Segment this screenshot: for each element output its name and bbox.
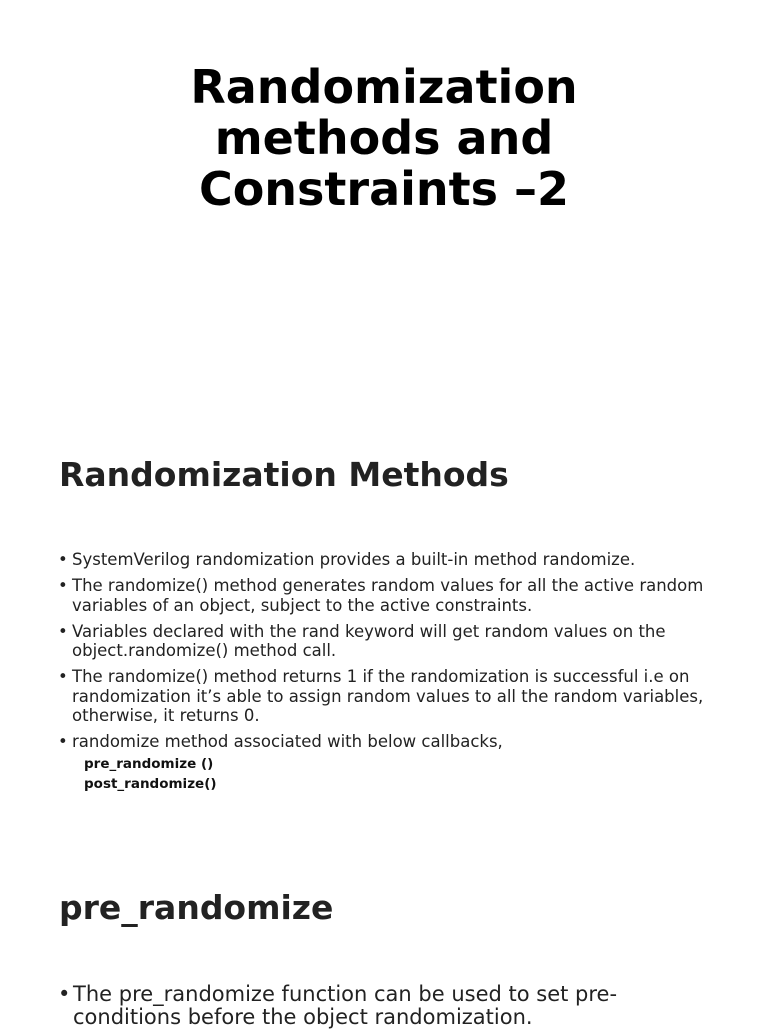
pre-randomize-list <box>58 983 718 1029</box>
list-item <box>58 576 718 615</box>
list-item <box>58 983 718 1029</box>
callback-post-randomize: post_randomize() <box>84 775 217 792</box>
section-heading-pre-randomize: pre_randomize <box>59 888 334 927</box>
randomization-methods-list <box>58 550 718 800</box>
bullet-icon: • <box>58 576 68 595</box>
bullet-icon: • <box>58 667 68 686</box>
list-item <box>58 550 718 570</box>
slide-title-line: Randomization <box>190 60 578 114</box>
slide-title-line: Constraints –2 <box>198 162 570 216</box>
callback-pre-randomize: pre_randomize () <box>84 755 214 772</box>
bullet-icon: • <box>58 550 68 569</box>
bullet-icon: • <box>58 621 68 641</box>
bullet-icon: • <box>58 732 68 751</box>
slide-title-line: methods and <box>214 111 554 165</box>
list-item <box>58 732 718 794</box>
list-item-text: randomize method associated with below callbacks, <box>72 732 503 751</box>
slide-title <box>0 62 768 215</box>
list-item <box>58 622 718 661</box>
bullet-icon: • <box>58 982 71 1006</box>
list-item-text: Variables declared with the rand keyword will get random values on the object.randomize() method call. <box>72 621 666 660</box>
section-heading-randomization-methods: Randomization Methods <box>59 455 509 494</box>
list-item-text: SystemVerilog randomization provides a built-in method randomize. <box>72 550 636 569</box>
list-item-text: The randomize() method returns 1 if the randomization is successful i.e on randomization it’s able to assign random values to all the random variables, otherwise, it returns 0. <box>72 667 704 725</box>
list-item-text: The randomize() method generates random values for all the active random variables of an object, subject to the active constraints. <box>72 576 704 615</box>
list-item <box>58 667 718 726</box>
callbacks-list <box>72 754 718 794</box>
list-item-text: The pre_randomize function can be used to set pre-conditions before the object randomization. <box>73 982 618 1029</box>
